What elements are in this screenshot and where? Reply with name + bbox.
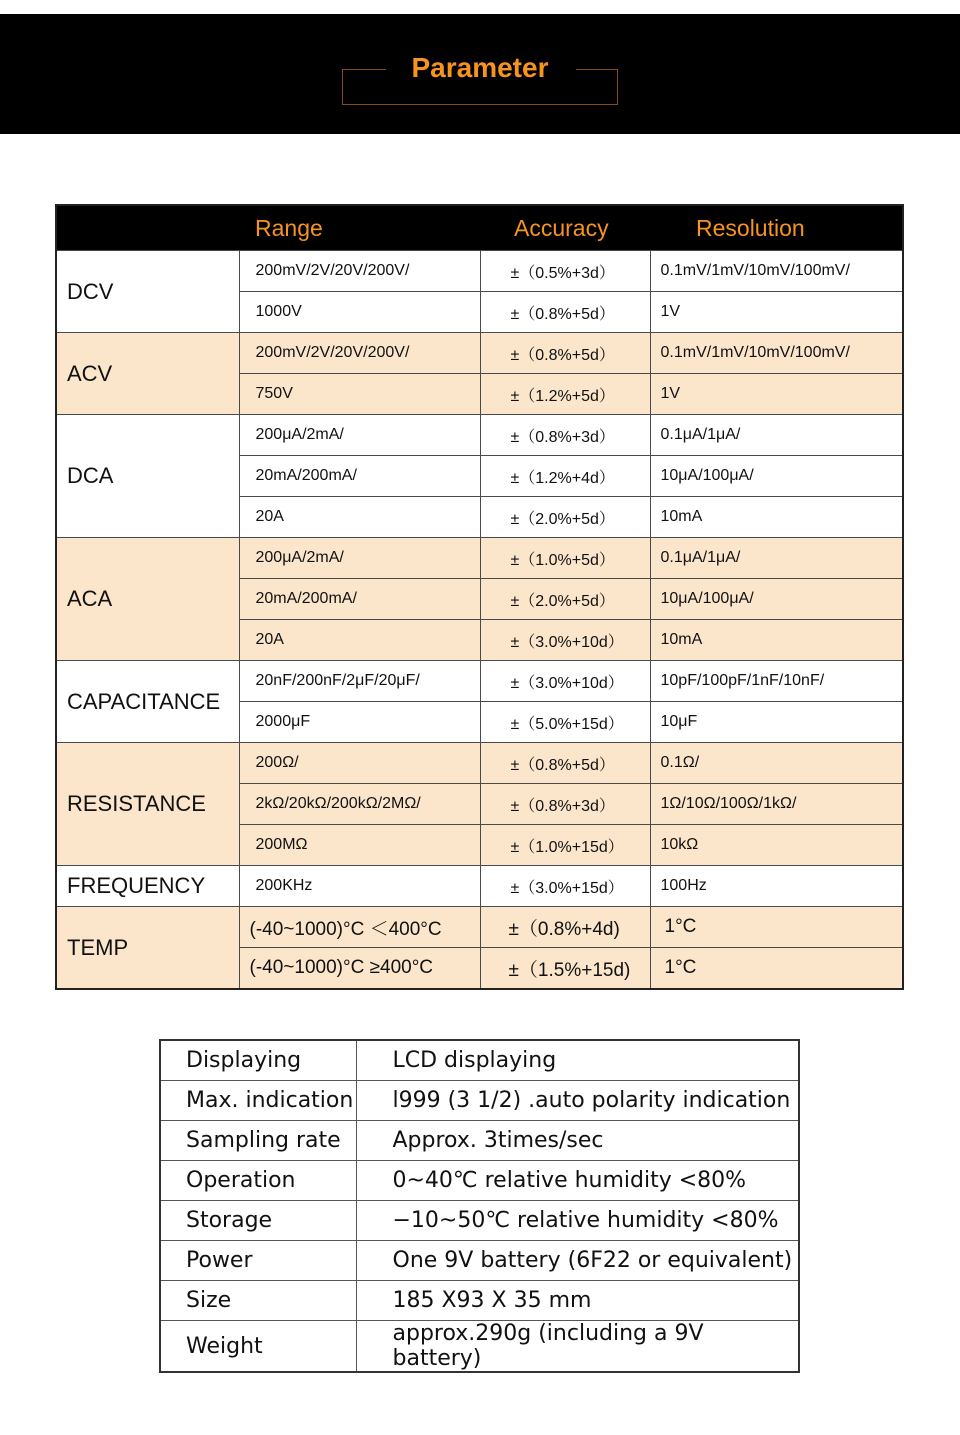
range-cell: 200μA/2mA/ <box>239 415 480 456</box>
spec-row <box>56 866 903 907</box>
spec-row <box>56 661 903 702</box>
general-label: Displaying <box>160 1040 356 1081</box>
general-label: Sampling rate <box>160 1121 356 1161</box>
general-row <box>160 1161 799 1201</box>
accuracy-cell: ±（3.0%+10d） <box>480 661 650 702</box>
general-value: −10~50℃ relative humidity <80% <box>356 1201 799 1241</box>
general-label: Storage <box>160 1201 356 1241</box>
header-banner <box>0 14 960 134</box>
range-cell: 1000V <box>239 292 480 333</box>
accuracy-cell: ±（3.0%+15d） <box>480 866 650 907</box>
accuracy-cell: ±（1.0%+5d） <box>480 538 650 579</box>
resolution-cell: 0.1mV/1mV/10mV/100mV/ <box>650 333 903 374</box>
header-range: Range <box>239 205 480 251</box>
resolution-cell: 0.1mV/1mV/10mV/100mV/ <box>650 251 903 292</box>
accuracy-cell: ±（1.2%+5d） <box>480 374 650 415</box>
general-label: Power <box>160 1241 356 1281</box>
accuracy-cell: ±（5.0%+15d） <box>480 702 650 743</box>
range-cell: 200mV/2V/20V/200V/ <box>239 251 480 292</box>
accuracy-cell: ±（1.0%+15d） <box>480 825 650 866</box>
general-row <box>160 1241 799 1281</box>
range-cell: 20A <box>239 620 480 661</box>
general-label: Max. indication <box>160 1081 356 1121</box>
resolution-cell: 10μA/100μA/ <box>650 456 903 497</box>
parameter-cell: CAPACITANCE <box>56 661 239 743</box>
resolution-cell: 0.1Ω/ <box>650 743 903 784</box>
range-cell: 200mV/2V/20V/200V/ <box>239 333 480 374</box>
spec-table <box>55 204 904 990</box>
general-value: 185 X93 X 35 mm <box>356 1281 799 1321</box>
resolution-cell: 0.1μA/1μA/ <box>650 415 903 456</box>
parameter-cell: ACA <box>56 538 239 661</box>
parameter-cell: ACV <box>56 333 239 415</box>
general-label: Size <box>160 1281 356 1321</box>
parameter-cell: RESISTANCE <box>56 743 239 866</box>
accuracy-cell: ±（0.8%+5d） <box>480 743 650 784</box>
range-cell: 20nF/200nF/2μF/20μF/ <box>239 661 480 702</box>
resolution-cell: 1V <box>650 374 903 415</box>
range-cell: 750V <box>239 374 480 415</box>
spec-row <box>56 333 903 374</box>
spec-row <box>56 251 903 292</box>
range-cell: 2000μF <box>239 702 480 743</box>
accuracy-cell: ±（1.2%+4d） <box>480 456 650 497</box>
parameter-cell: DCV <box>56 251 239 333</box>
general-row <box>160 1281 799 1321</box>
general-value: One 9V battery (6F22 or equivalent) <box>356 1241 799 1281</box>
resolution-cell: 10kΩ <box>650 825 903 866</box>
range-cell: 20A <box>239 497 480 538</box>
accuracy-cell: ±（0.8%+4d) <box>480 907 650 948</box>
accuracy-cell: ±（2.0%+5d） <box>480 497 650 538</box>
general-value: approx.290g (including a 9V battery) <box>356 1321 799 1373</box>
range-cell: 20mA/200mA/ <box>239 579 480 620</box>
general-row <box>160 1321 799 1373</box>
resolution-cell: 1V <box>650 292 903 333</box>
range-cell: 2kΩ/20kΩ/200kΩ/2MΩ/ <box>239 784 480 825</box>
general-value: 0~40℃ relative humidity <80% <box>356 1161 799 1201</box>
spec-row <box>56 538 903 579</box>
general-row <box>160 1201 799 1241</box>
spec-header-row <box>56 205 903 251</box>
accuracy-cell: ±（0.8%+3d） <box>480 784 650 825</box>
accuracy-cell: ±（0.5%+3d） <box>480 251 650 292</box>
range-cell: 20mA/200mA/ <box>239 456 480 497</box>
general-row <box>160 1040 799 1081</box>
parameter-cell: DCA <box>56 415 239 538</box>
resolution-cell: 10μF <box>650 702 903 743</box>
accuracy-cell: ±（0.8%+5d） <box>480 333 650 374</box>
resolution-cell: 1°C <box>650 948 903 990</box>
general-label: Weight <box>160 1321 356 1373</box>
accuracy-cell: ±（2.0%+5d） <box>480 579 650 620</box>
resolution-cell: 10mA <box>650 620 903 661</box>
range-cell: 200MΩ <box>239 825 480 866</box>
range-cell: (-40~1000)°C ＜400°C <box>239 907 480 948</box>
header-resolution: Resolution <box>650 205 903 251</box>
spec-row <box>56 743 903 784</box>
page-title: Parameter <box>411 52 549 83</box>
accuracy-cell: ±（1.5%+15d) <box>480 948 650 990</box>
accuracy-cell: ±（3.0%+10d） <box>480 620 650 661</box>
range-cell: 200KHz <box>239 866 480 907</box>
spec-row <box>56 415 903 456</box>
general-spec-table <box>159 1039 800 1373</box>
range-cell: 200μA/2mA/ <box>239 538 480 579</box>
general-row <box>160 1081 799 1121</box>
resolution-cell: 1°C <box>650 907 903 948</box>
range-cell: 200Ω/ <box>239 743 480 784</box>
general-value: l999 (3 1/2) .auto polarity indication <box>356 1081 799 1121</box>
general-label: Operation <box>160 1161 356 1201</box>
general-row <box>160 1121 799 1161</box>
range-cell: (-40~1000)°C ≥400°C <box>239 948 480 990</box>
resolution-cell: 0.1μA/1μA/ <box>650 538 903 579</box>
header-accuracy: Accuracy <box>480 205 650 251</box>
accuracy-cell: ±（0.8%+5d） <box>480 292 650 333</box>
spec-row <box>56 907 903 948</box>
general-value: LCD displaying <box>356 1040 799 1081</box>
accuracy-cell: ±（0.8%+3d） <box>480 415 650 456</box>
resolution-cell: 10μA/100μA/ <box>650 579 903 620</box>
header-param-cell <box>56 205 239 251</box>
resolution-cell: 1Ω/10Ω/100Ω/1kΩ/ <box>650 784 903 825</box>
parameter-cell: TEMP <box>56 907 239 990</box>
resolution-cell: 10pF/100pF/1nF/10nF/ <box>650 661 903 702</box>
resolution-cell: 10mA <box>650 497 903 538</box>
general-value: Approx. 3times/sec <box>356 1121 799 1161</box>
parameter-cell: FREQUENCY <box>56 866 239 907</box>
resolution-cell: 100Hz <box>650 866 903 907</box>
